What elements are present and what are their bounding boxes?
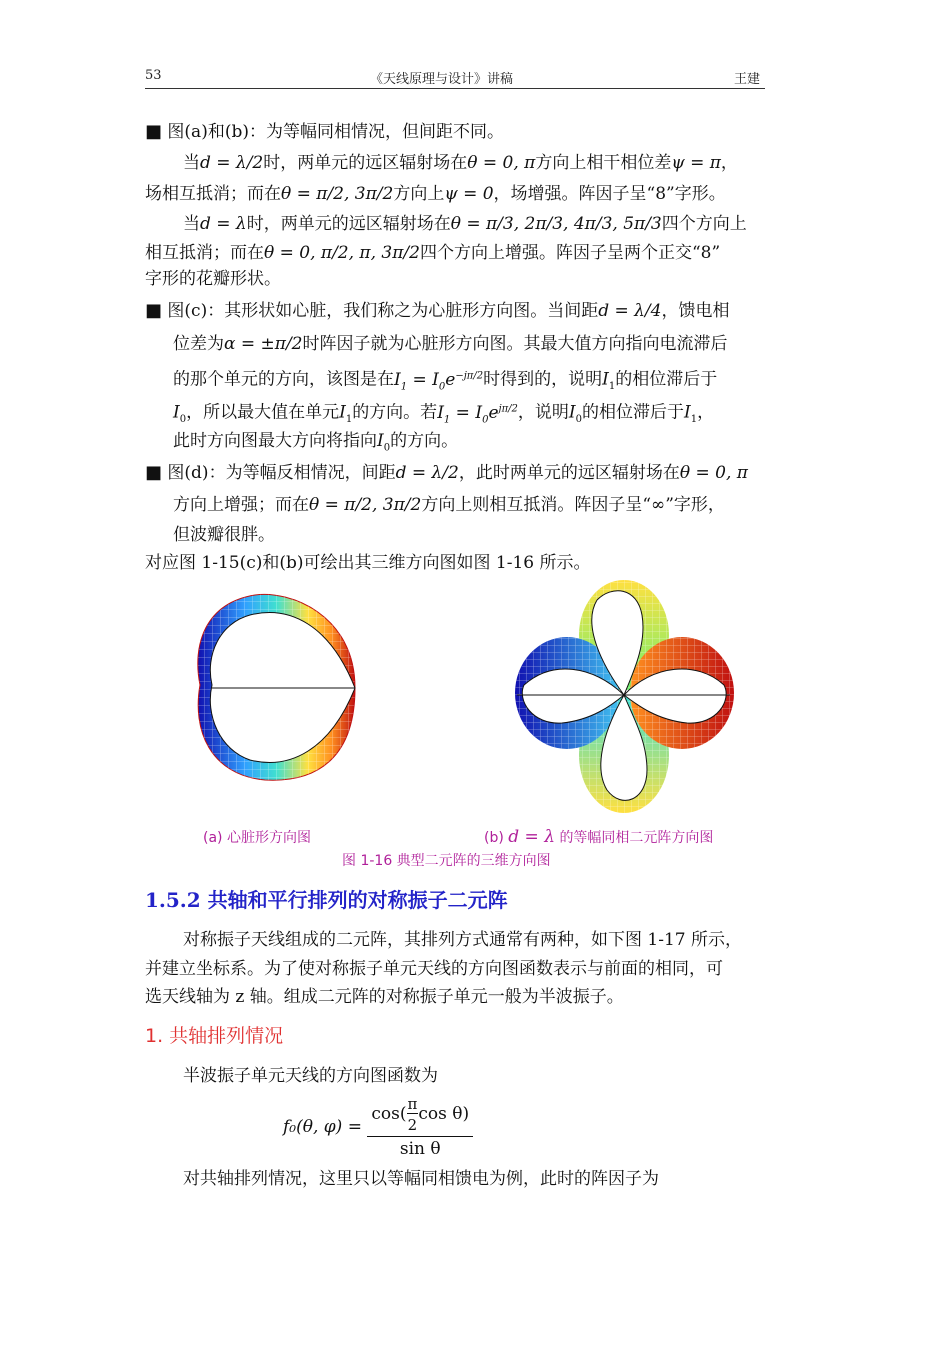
math: I: [377, 431, 384, 451]
caption-math: d = λ: [508, 827, 555, 847]
math-var: e: [488, 402, 499, 423]
text: 方向上: [393, 184, 445, 204]
subsection-title: 1. 共轴排列情况: [145, 1025, 284, 1047]
text: 时得到的，说明: [483, 369, 603, 390]
para-c-line4: $I_0$，所以最大值在单元$I_1$的方向。若$I_1 = I_0e^{j\pi/2}$，说明$I_0$的相位滞后于$I_1$，: [173, 402, 715, 426]
math: d = λ/2: [200, 153, 264, 173]
figure-a-caption: (a) 心脏形方向图: [203, 830, 311, 846]
text: 时，两单元的远区辐射场在: [263, 153, 468, 173]
para-ab-line2: [183, 150, 738, 176]
num-cos-theta: cos θ): [418, 1104, 470, 1124]
text: 此时方向图最大方向将指向: [173, 431, 377, 451]
figure-a-cardioid: [180, 585, 380, 790]
formula-fraction: [367, 1095, 473, 1159]
para-d-line2: [173, 492, 725, 518]
section-para-line3: 选天线轴为 z 轴。组成二元阵的对称振子单元一般为半波振子。: [145, 987, 624, 1007]
para-ab-line3: [145, 181, 726, 207]
math: d = λ: [200, 214, 247, 234]
bullet-icon: ■: [145, 462, 163, 483]
math-sup: −jπ/2: [455, 370, 484, 381]
pi-over-two: [407, 1095, 419, 1134]
math-var: I: [394, 369, 401, 390]
formula-numerator: [367, 1095, 473, 1137]
text: 四个方向上: [661, 214, 747, 234]
text: 的相位滞后于: [582, 402, 684, 423]
petal-cutaways: [522, 591, 726, 801]
math: α = ±π/2: [224, 334, 303, 354]
para-ab-line4: [183, 211, 747, 237]
text: 相互抵消；而在: [145, 243, 264, 263]
text: 当: [183, 153, 200, 173]
bullet-icon: ■: [145, 121, 163, 142]
math: $I_1 = I_0e^{j\pi/2}$: [437, 402, 518, 426]
text: ，此时两单元的远区辐射场在: [458, 463, 680, 483]
text: 时，两单元的远区辐射场在: [246, 214, 451, 234]
text: 方向上相干相位差: [535, 153, 672, 173]
figure-reference-line: 对应图 1-15(c)和(b)可绘出其三维方向图如图 1-16 所示。: [145, 553, 591, 573]
caption-label: (b): [484, 830, 504, 846]
math-var: = I: [450, 402, 483, 423]
section-para-line2: 并建立坐标系。为了使对称振子单元天线的方向图函数表示与前面的相同，可: [145, 959, 723, 979]
figure-b-caption: [484, 827, 713, 847]
section-para-line1: 对称振子天线组成的二元阵，其排列方式通常有两种，如下图 1-17 所示，: [183, 930, 742, 950]
page-number: 53: [145, 68, 162, 83]
math: θ = 0, π: [467, 153, 536, 173]
subsection-para2: 对共轴排列情况，这里只以等幅同相馈电为例，此时的阵因子为: [183, 1169, 659, 1189]
text: 方向上增强；而在: [173, 495, 309, 515]
text: 图(d)：为等幅反相情况，间距: [167, 463, 396, 483]
text: ，: [697, 402, 715, 423]
text: 场相互抵消；而在: [145, 184, 281, 204]
para-d-line1: [145, 460, 748, 486]
para-ab-line6: 字形的花瓣形状。: [145, 269, 281, 289]
math: θ = π/2, 3π/2: [281, 184, 394, 204]
section-title: 1.5.2 共轴和平行排列的对称振子二元阵: [145, 888, 508, 912]
para-c-line3: 的那个单元的方向，该图是在$I_1 = I_0e^{-j\pi/2}$时得到的，说明$I_1$的相位滞后于: [173, 369, 718, 393]
formula-f0: [283, 1095, 473, 1159]
math-var: e: [445, 369, 456, 390]
math: θ = 0, π/2, π, 3π/2: [264, 243, 420, 263]
text: ，馈电相: [661, 301, 730, 321]
figure-b-four-lobe: [512, 575, 742, 820]
text: ，: [720, 153, 738, 173]
formula-lhs: f₀(θ, φ) =: [283, 1117, 362, 1137]
math: I: [173, 402, 180, 423]
math: d = λ/4: [598, 301, 662, 321]
math-sup: jπ/2: [498, 403, 518, 414]
math: I: [339, 402, 346, 423]
text: 的方向。: [390, 431, 459, 451]
para-c-line2: [173, 331, 728, 357]
para-ab-line1: [145, 119, 504, 145]
math-var: = I: [407, 369, 439, 390]
text: 方向上则相互抵消。阵因子呈“∞”字形，: [421, 495, 725, 515]
math: θ = π/2, 3π/2: [309, 495, 422, 515]
para-ab-intro: 图(a)和(b)：为等幅同相情况，但间距不同。: [167, 122, 504, 142]
para-d-line3: 但波瓣很胖。: [173, 525, 275, 545]
header-author: 王建: [734, 72, 761, 87]
text: ，所以最大值在单元: [186, 402, 340, 423]
para-ab-line5: [145, 240, 720, 266]
num-cos: cos(: [371, 1104, 407, 1124]
math: I: [602, 369, 609, 390]
math: I: [568, 402, 576, 423]
math: θ = 0, π: [679, 463, 748, 483]
text: 的那个单元的方向，该图是在: [173, 369, 394, 390]
two: 2: [407, 1116, 418, 1134]
para-c-line5: 此时方向图最大方向将指向$I_0$的方向。: [173, 431, 459, 454]
math: ψ = π: [671, 153, 721, 173]
figure-main-caption: 图 1-16 典型二元阵的三维方向图: [342, 853, 551, 869]
formula-denominator: sin θ: [399, 1139, 441, 1159]
math: $I_1 = I_0e^{-j\pi/2}$: [394, 369, 484, 393]
math: d = λ/2: [395, 463, 459, 483]
text: 的方向。若: [352, 402, 438, 423]
text: ，场增强。阵因子呈“8”字形。: [493, 184, 726, 204]
math: ψ = 0: [444, 184, 494, 204]
text: 图(c)：其形状如心脏，我们称之为心脏形方向图。当间距: [167, 301, 599, 321]
math: I: [684, 402, 691, 423]
header-title: 《天线原理与设计》讲稿: [370, 72, 514, 87]
text: 当: [183, 214, 200, 234]
pi: π: [407, 1095, 418, 1113]
subsection-para1: 半波振子单元天线的方向图函数为: [183, 1066, 438, 1086]
math-var: I: [437, 402, 444, 423]
text: ，说明: [517, 402, 569, 423]
caption-text: 的等幅同相二元阵方向图: [559, 830, 714, 846]
text: 时阵因子就为心脏形方向图。其最大值方向指向电流滞后: [302, 334, 728, 354]
text: 的相位滞后于: [615, 369, 718, 390]
text: 位差为: [173, 334, 224, 354]
math: θ = π/3, 2π/3, 4π/3, 5π/3: [450, 214, 662, 234]
text: 四个方向上增强。阵因子呈两个正交“8”: [419, 243, 721, 263]
para-c-line1: [145, 298, 729, 324]
bullet-icon: ■: [145, 300, 163, 321]
header-rule: [145, 88, 765, 89]
